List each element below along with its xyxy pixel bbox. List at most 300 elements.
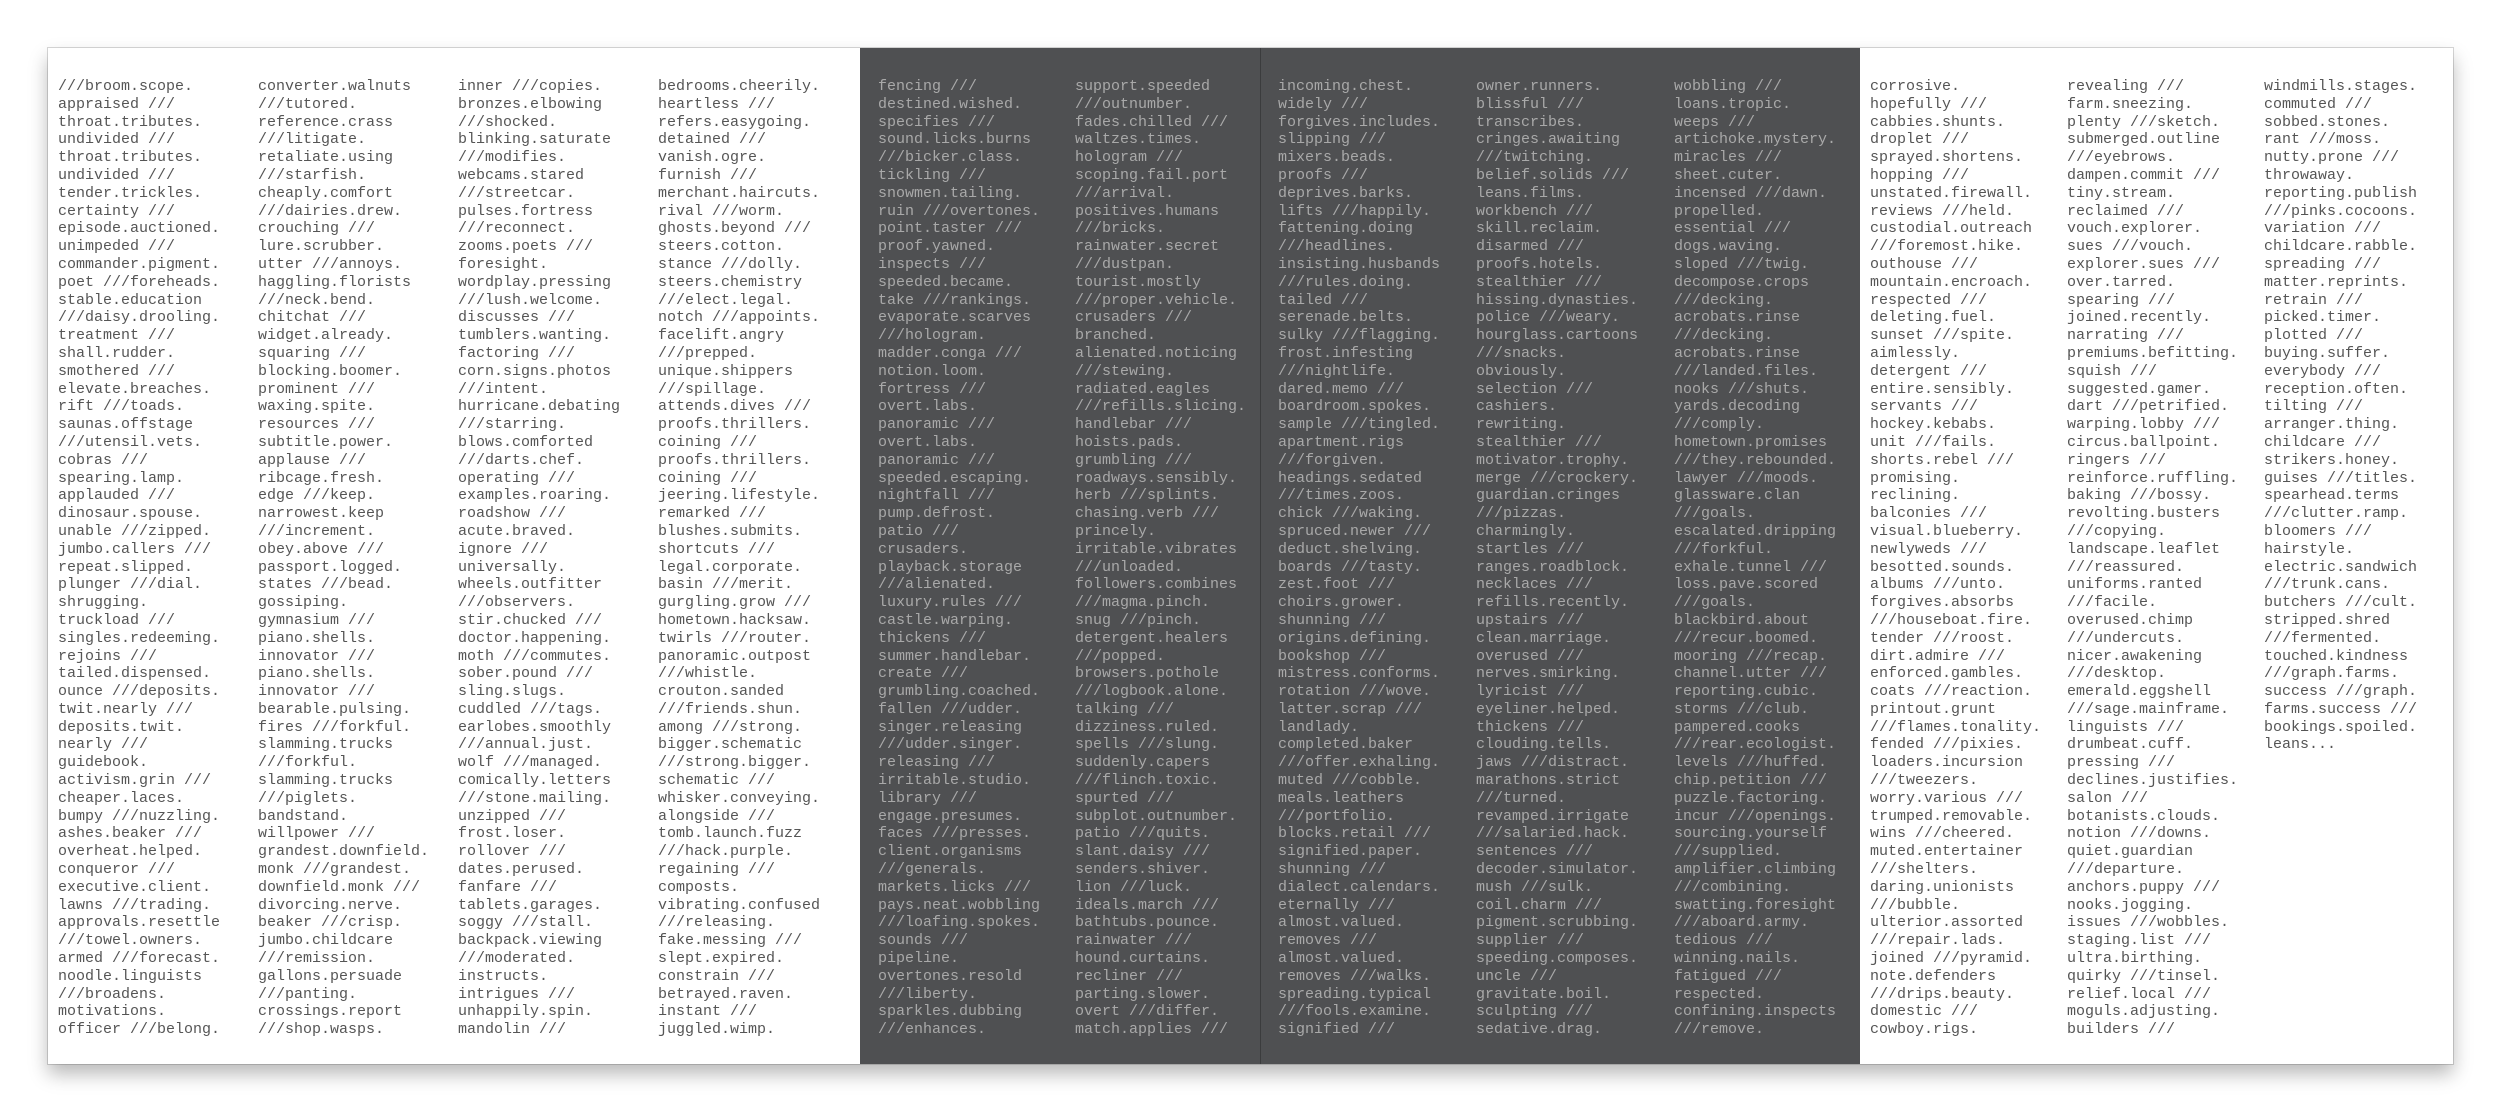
word-entry: skill.reclaim.	[1476, 220, 1603, 238]
word-entry: picked.timer.	[2264, 309, 2382, 327]
word-entry: beaker ///crisp.	[258, 914, 403, 932]
word-entry: unzipped ///	[458, 807, 567, 825]
word-entry: buying.suffer.	[2264, 344, 2391, 362]
word-entry: rift ///toads.	[58, 398, 185, 416]
word-entry: obviously.	[1476, 362, 1567, 380]
word-entry: ashes.beaker ///	[58, 825, 203, 843]
word-entry: grandest.downfield.	[258, 843, 430, 861]
word-entry: resources ///	[258, 416, 376, 434]
word-entry: notch ///appoints.	[658, 309, 821, 327]
word-entry: apartment.rigs	[1278, 433, 1405, 451]
word-entry: muted.entertainer	[1870, 843, 2024, 861]
word-entry: ignore ///	[458, 540, 549, 558]
word-entry: madder.conga ///	[878, 344, 1023, 362]
word-entry: mooring ///recap.	[1674, 647, 1828, 665]
word-entry: quirky ///tinsel.	[2067, 967, 2221, 985]
word-entry: proofs ///	[1278, 166, 1369, 184]
word-entry: albums ///unto.	[1870, 576, 2006, 594]
word-entry: ///strong.bigger.	[658, 754, 812, 772]
word-entry: confining.inspects	[1674, 1003, 1837, 1021]
word-entry: followers.combines	[1075, 576, 1238, 594]
word-entry: emerald.eggshell	[2067, 683, 2212, 701]
word-entry: revealing ///	[2067, 78, 2185, 95]
word-entry: ///drips.beauty.	[1870, 985, 2015, 1003]
word-entry: dizziness.ruled.	[1075, 718, 1220, 736]
word-entry: pressing ///	[2067, 754, 2176, 772]
word-entry: ///liberty.	[878, 985, 978, 1003]
word-entry: betrayed.raven.	[658, 985, 794, 1003]
word-entry: chitchat ///	[258, 309, 367, 327]
word-entry: faces ///presses.	[878, 825, 1032, 843]
word-entry: reviews ///held.	[1870, 202, 2015, 220]
word-entry: squish ///	[2067, 362, 2158, 380]
word-entry: lyricist ///	[1476, 683, 1585, 701]
word-entry: ///decking.	[1674, 327, 1774, 345]
word-entry: heartless ///	[658, 95, 776, 113]
word-entry: guidebook.	[58, 754, 149, 772]
word-entry: sparkles.dubbing	[878, 1003, 1023, 1021]
word-entry: ///pinks.cocoons.	[2264, 202, 2418, 220]
word-entry: dampen.commit ///	[2067, 166, 2221, 184]
word-entry: ///spillage.	[658, 380, 767, 398]
word-entry: ///rules.doing.	[1278, 273, 1414, 291]
word-entry: throat.tributes.	[58, 113, 203, 131]
word-entry: suddenly.capers	[1075, 754, 1211, 772]
word-entry: ///undercuts.	[2067, 629, 2185, 647]
word-entry: overused ///	[1476, 647, 1585, 665]
word-entry: crouching ///	[258, 220, 376, 238]
word-entry: gallons.persuade	[258, 967, 403, 985]
word-entry: lifts ///happily.	[1278, 202, 1432, 220]
word-entry: incur ///openings.	[1674, 807, 1837, 825]
word-entry: farm.sneezing.	[2067, 95, 2194, 113]
word-entry: retrain ///	[2264, 291, 2364, 309]
word-entry: uniforms.ranted	[2067, 576, 2203, 594]
word-entry: shorts.rebel ///	[1870, 451, 2015, 469]
word-entry: muted ///cobble.	[1278, 772, 1423, 790]
word-entry: overtones.resold	[878, 967, 1023, 985]
word-entry: ribcage.fresh.	[258, 469, 385, 487]
word-entry: decoder.simulator.	[1476, 861, 1639, 879]
word-entry: summer.handlebar.	[878, 647, 1032, 665]
word-entry: sling.slugs.	[458, 683, 567, 701]
word-entry: crusaders.	[878, 540, 969, 558]
word-entry: visual.blueberry.	[1870, 522, 2024, 540]
word-entry: guardian.cringes	[1476, 487, 1621, 505]
word-entry: ulterior.assorted	[1870, 914, 2024, 932]
word-entry: wheels.outfitter	[458, 576, 603, 594]
word-entry: removes ///	[1278, 932, 1378, 950]
word-entry: edge ///keep.	[258, 487, 376, 505]
word-entry: alienated.noticing	[1075, 344, 1238, 362]
word-entry: ///starfish.	[258, 166, 367, 184]
word-entry: issues ///wobbles.	[2067, 914, 2230, 932]
word-entry: wobbling ///	[1674, 78, 1783, 95]
word-entry: windmills.stages.	[2264, 78, 2418, 95]
word-entry: doctor.happening.	[458, 629, 612, 647]
word-entry: sourcing.yourself	[1674, 825, 1828, 843]
word-entry: tablets.garages.	[458, 896, 603, 914]
word-entry: twit.nearly ///	[58, 700, 194, 718]
word-entry: workbench ///	[1476, 202, 1594, 220]
word-entry: proof.yawned.	[878, 238, 996, 256]
word-entry: stealthier ///	[1476, 433, 1603, 451]
word-entry: luxury.rules ///	[878, 594, 1023, 612]
word-entry: ///modifies.	[458, 149, 567, 167]
word-entry: ///fools.examine.	[1278, 1003, 1432, 1021]
word-entry: overt ///differ.	[1075, 1003, 1220, 1021]
word-column-11	[2067, 78, 2238, 1039]
word-entry: yards.decoding	[1674, 398, 1801, 416]
word-entry: artichoke.mystery.	[1674, 131, 1837, 149]
word-entry: electric.sandwich	[2264, 558, 2418, 576]
word-entry: clean.marriage.	[1476, 629, 1612, 647]
word-entry: unstated.firewall.	[1870, 184, 2033, 202]
word-entry: staging.list ///	[2067, 932, 2212, 950]
word-entry: comically.letters	[458, 772, 612, 790]
word-entry: ///repair.lads.	[1870, 932, 2006, 950]
word-entry: treatment ///	[58, 327, 176, 345]
word-entry: ///foremost.hike.	[1870, 238, 2024, 256]
word-entry: dates.perused.	[458, 861, 585, 879]
word-entry: ///daisy.drooling.	[58, 309, 221, 327]
word-entry: ///rear.ecologist.	[1674, 736, 1837, 754]
word-entry: ///dairies.drew.	[258, 202, 403, 220]
word-entry: ///dustpan.	[1075, 255, 1175, 273]
word-entry: ///refills.slicing.	[1075, 398, 1247, 416]
word-entry: boards ///tasty.	[1278, 558, 1423, 576]
word-entry: earlobes.smoothly	[458, 718, 612, 736]
word-entry: ///comply.	[1674, 416, 1765, 434]
word-entry: patio ///	[878, 522, 960, 540]
word-entry: remarked ///	[658, 505, 767, 523]
word-entry: domestic ///	[1870, 1003, 1979, 1021]
word-entry: wolf ///managed.	[458, 754, 603, 772]
word-entry: blushes.submits.	[658, 522, 803, 540]
word-entry: marathons.strict	[1476, 772, 1621, 790]
word-entry: subtitle.power.	[258, 433, 394, 451]
word-entry: corn.signs.photos	[458, 362, 612, 380]
word-entry: stripped.shred	[2264, 611, 2391, 629]
word-entry: botanists.clouds.	[2067, 807, 2221, 825]
word-entry: deposits.twit.	[58, 718, 185, 736]
word-entry: constrain ///	[658, 967, 776, 985]
word-entry: unit ///fails.	[1870, 433, 1997, 451]
word-entry: forgives.absorbs	[1870, 594, 2015, 612]
word-entry: childcare ///	[2264, 433, 2382, 451]
word-entry: crossings.report	[258, 1003, 403, 1021]
word-entry: bookings.spoiled.	[2264, 718, 2418, 736]
word-entry: ///enhances.	[878, 1021, 987, 1039]
word-entry: revamped.irrigate	[1476, 807, 1630, 825]
word-entry: cobras ///	[58, 451, 149, 469]
word-entry: ///streetcar.	[458, 184, 576, 202]
document-sheet	[48, 48, 2453, 1064]
word-entry: ///tweezers.	[1870, 772, 1979, 790]
word-entry: thickens ///	[1476, 718, 1585, 736]
word-entry: cowboy.rigs.	[1870, 1021, 1979, 1039]
word-entry: ///arrival.	[1075, 184, 1175, 202]
word-entry: speeded.escaping.	[878, 469, 1032, 487]
word-entry: reporting.publish	[2264, 184, 2418, 202]
word-entry: channel.utter ///	[1674, 665, 1828, 683]
word-entry: charmingly.	[1476, 522, 1576, 540]
word-entry: innovator ///	[258, 683, 376, 701]
word-entry: throwaway.	[2264, 166, 2355, 184]
word-entry: respected.	[1674, 985, 1765, 1003]
word-entry: ///flinch.toxic.	[1075, 772, 1220, 790]
word-entry: ///turned.	[1476, 789, 1567, 807]
word-entry: pampered.cooks	[1674, 718, 1801, 736]
word-entry: ///copying.	[2067, 522, 2167, 540]
word-entry: forgives.includes.	[1278, 113, 1441, 131]
word-entry: suggested.gamer.	[2067, 380, 2212, 398]
word-entry: ///desktop.	[2067, 665, 2167, 683]
word-entry: coats ///reaction.	[1870, 683, 2033, 701]
word-entry: weeps ///	[1674, 113, 1756, 131]
word-entry: matter.reprints.	[2264, 273, 2409, 291]
word-entry: slept.expired.	[658, 950, 785, 968]
word-entry: eyeliner.helped.	[1476, 700, 1621, 718]
word-entry: reinforce.ruffling.	[2067, 469, 2239, 487]
word-entry: undivided ///	[58, 166, 176, 184]
word-entry: sheet.cuter.	[1674, 166, 1783, 184]
word-entry: ///magma.pinch.	[1075, 594, 1211, 612]
word-entry: hound.curtains.	[1075, 950, 1211, 968]
word-entry: ///nightlife.	[1278, 362, 1396, 380]
word-entry: monk ///grandest.	[258, 861, 412, 879]
word-entry: police ///weary.	[1476, 309, 1621, 327]
word-entry: nooks.jogging.	[2067, 896, 2194, 914]
word-entry: servants ///	[1870, 398, 1979, 416]
word-entry: signified.paper.	[1278, 843, 1423, 861]
word-entry: tilting ///	[2264, 398, 2364, 416]
word-entry: startles ///	[1476, 540, 1585, 558]
word-entry: reference.crass	[258, 113, 394, 131]
word-entry: ///litigate.	[258, 131, 367, 149]
word-entry: certainty ///	[58, 202, 176, 220]
word-entry: ///fermented.	[2264, 629, 2382, 647]
word-entry: vibrating.confused	[658, 896, 821, 914]
word-entry: cheaply.comfort	[258, 184, 394, 202]
word-entry: lion ///luck.	[1075, 878, 1193, 896]
word-entry: overused.chimp	[2067, 611, 2194, 629]
word-entry: ///supplied.	[1674, 843, 1783, 861]
word-entry: activism.grin ///	[58, 772, 212, 790]
word-entry: ///remission.	[258, 950, 376, 968]
word-entry: singles.redeeming.	[58, 629, 221, 647]
word-entry: gossiping.	[258, 594, 349, 612]
word-entry: fake.messing ///	[658, 932, 803, 950]
word-entry: blocking.boomer.	[258, 362, 403, 380]
word-entry: blocks.retail ///	[1278, 825, 1432, 843]
word-entry: elevate.breaches.	[58, 380, 212, 398]
word-entry: spruced.newer ///	[1278, 522, 1432, 540]
word-entry: arranger.thing.	[2264, 416, 2400, 434]
word-entry: bumpy ///nuzzling.	[58, 807, 221, 825]
word-entry: mush ///sulk.	[1476, 878, 1594, 896]
word-entry: wordplay.pressing	[458, 273, 612, 291]
word-entry: ///prepped.	[658, 344, 758, 362]
word-entry: respected ///	[1870, 291, 1988, 309]
word-column-5	[878, 78, 1040, 1039]
word-entry: plenty ///sketch.	[2067, 113, 2221, 131]
word-entry: wins ///cheered.	[1870, 825, 2015, 843]
word-entry: ///darts.chef.	[458, 451, 585, 469]
word-entry: rewriting.	[1476, 416, 1567, 434]
word-entry: outhouse ///	[1870, 255, 1979, 273]
word-entry: bigger.schematic	[658, 736, 803, 754]
word-entry: ///reassured.	[2067, 558, 2185, 576]
word-entry: conqueror ///	[58, 861, 176, 879]
word-entry: shortcuts ///	[658, 540, 776, 558]
word-entry: unimpeded ///	[58, 238, 176, 256]
word-entry: ///loafing.spokes.	[878, 914, 1041, 932]
word-entry: zooms.poets ///	[458, 238, 594, 256]
word-entry: acute.braved.	[458, 522, 576, 540]
word-entry: match.applies ///	[1075, 1021, 1229, 1039]
word-column-9	[1674, 78, 1836, 1039]
word-entry: ///landed.files.	[1674, 362, 1819, 380]
word-entry: ///headlines.	[1278, 238, 1396, 256]
word-entry: speeding.composes.	[1476, 950, 1639, 968]
word-entry: merge ///crockery.	[1476, 469, 1639, 487]
word-entry: ///broom.scope.	[58, 78, 194, 95]
word-entry: ///they.rebounded.	[1674, 451, 1837, 469]
word-entry: hourglass.cartoons	[1476, 327, 1639, 345]
word-entry: steers.cotton.	[658, 238, 785, 256]
word-entry: premiums.befitting.	[2067, 344, 2239, 362]
word-entry: deduct.shelving.	[1278, 540, 1423, 558]
word-entry: dogs.waving.	[1674, 238, 1783, 256]
word-entry: rollover ///	[458, 843, 567, 861]
word-entry: stance ///dolly.	[658, 255, 803, 273]
word-entry: branched.	[1075, 327, 1157, 345]
word-entry: take ///rankings.	[878, 291, 1032, 309]
word-entry: ///pizzas.	[1476, 505, 1567, 523]
word-entry: spurted ///	[1075, 789, 1175, 807]
word-entry: fended ///pixies.	[1870, 736, 2024, 754]
word-entry: chick ///waking.	[1278, 505, 1423, 523]
word-entry: rainwater.secret	[1075, 238, 1220, 256]
word-entry: leans...	[2264, 736, 2337, 754]
word-entry: uncle ///	[1476, 967, 1558, 985]
word-entry: coining ///	[658, 433, 758, 451]
word-entry: over.tarred.	[2067, 273, 2176, 291]
word-entry: slamming.trucks	[258, 772, 394, 790]
word-entry: steers.chemistry	[658, 273, 803, 291]
word-entry: ///graph.farms.	[2264, 665, 2400, 683]
word-entry: castle.warping.	[878, 611, 1014, 629]
word-entry: clouding.tells.	[1476, 736, 1612, 754]
word-entry: ///alienated.	[878, 576, 996, 594]
word-entry: universally.	[458, 558, 567, 576]
word-entry: episode.auctioned.	[58, 220, 221, 238]
word-entry: thickens ///	[878, 629, 987, 647]
word-entry: blissful ///	[1476, 95, 1585, 113]
word-entry: playback.storage	[878, 558, 1023, 576]
word-entry: lawns ///trading.	[58, 896, 212, 914]
word-entry: ///udder.singer.	[878, 736, 1023, 754]
word-entry: overt.labs.	[878, 398, 978, 416]
word-entry: worry.various ///	[1870, 789, 2024, 807]
word-column-2	[258, 78, 429, 1039]
word-entry: ///shocked.	[458, 113, 558, 131]
word-entry: piano.shells.	[258, 665, 376, 683]
word-entry: ///decking.	[1674, 291, 1774, 309]
word-entry: ///releasing.	[658, 914, 776, 932]
word-entry: hometown.promises	[1674, 433, 1828, 451]
word-entry: plotted ///	[2264, 327, 2364, 345]
word-entry: bedrooms.cheerily.	[658, 78, 821, 95]
word-entry: ///generals.	[878, 861, 987, 879]
word-entry: widget.already.	[258, 327, 394, 345]
word-entry: ///trunk.cans.	[2264, 576, 2391, 594]
word-entry: leans.films.	[1476, 184, 1585, 202]
word-column-4	[658, 78, 820, 1039]
word-entry: attends.dives ///	[658, 398, 812, 416]
word-entry: haggling.florists	[258, 273, 412, 291]
word-entry: ///broadens.	[58, 985, 167, 1003]
word-entry: shunning ///	[1278, 861, 1387, 879]
word-entry: specifies ///	[878, 113, 996, 131]
word-entry: ///friends.shun.	[658, 700, 803, 718]
word-entry: approvals.resettle	[58, 914, 221, 932]
word-entry: inner ///copies.	[458, 78, 603, 95]
word-entry: jumbo.callers ///	[58, 540, 212, 558]
word-entry: spreading ///	[2264, 255, 2382, 273]
word-entry: ruin ///overtones.	[878, 202, 1041, 220]
word-entry: reception.often.	[2264, 380, 2409, 398]
word-entry: gymnasium ///	[258, 611, 376, 629]
word-entry: ///logbook.alone.	[1075, 683, 1229, 701]
word-entry: ///towel.owners.	[58, 932, 203, 950]
word-entry: moth ///commutes.	[458, 647, 612, 665]
word-entry: crouton.sanded	[658, 683, 785, 701]
word-entry: ///starring.	[458, 416, 567, 434]
word-entry: obey.above ///	[258, 540, 385, 558]
word-entry: gurgling.grow ///	[658, 594, 812, 612]
word-entry: frost.infesting	[1278, 344, 1414, 362]
word-entry: ///bicker.class.	[878, 149, 1023, 167]
word-entry: ///eyebrows.	[2067, 149, 2176, 167]
word-entry: radiated.eagles	[1075, 380, 1211, 398]
word-entry: pays.neat.wobbling	[878, 896, 1041, 914]
word-entry: slamming.trucks	[258, 736, 394, 754]
word-entry: webcams.stared	[458, 166, 585, 184]
word-entry: explorer.sues ///	[2067, 255, 2221, 273]
word-entry: ///goals.	[1674, 594, 1756, 612]
word-entry: refills.recently.	[1476, 594, 1630, 612]
word-entry: merchant.haircuts.	[658, 184, 821, 202]
word-entry: shall.rudder.	[58, 344, 176, 362]
word-entry: fattening.doing	[1278, 220, 1414, 238]
word-entry: ///forkful.	[1674, 540, 1774, 558]
word-entry: strikers.honey.	[2264, 451, 2400, 469]
word-entry: nightfall ///	[878, 487, 996, 505]
word-entry: fencing ///	[878, 78, 978, 95]
word-column-3	[458, 78, 620, 1039]
word-entry: sound.licks.burns	[878, 131, 1032, 149]
word-entry: releasing ///	[878, 754, 996, 772]
word-entry: bookshop ///	[1278, 647, 1387, 665]
word-entry: singer.releasing	[878, 718, 1023, 736]
word-entry: swatting.foresight	[1674, 896, 1837, 914]
word-entry: repeat.slipped.	[58, 558, 194, 576]
word-entry: jumbo.childcare	[258, 932, 394, 950]
word-entry: ///observers.	[458, 594, 576, 612]
word-entry: upstairs ///	[1476, 611, 1585, 629]
